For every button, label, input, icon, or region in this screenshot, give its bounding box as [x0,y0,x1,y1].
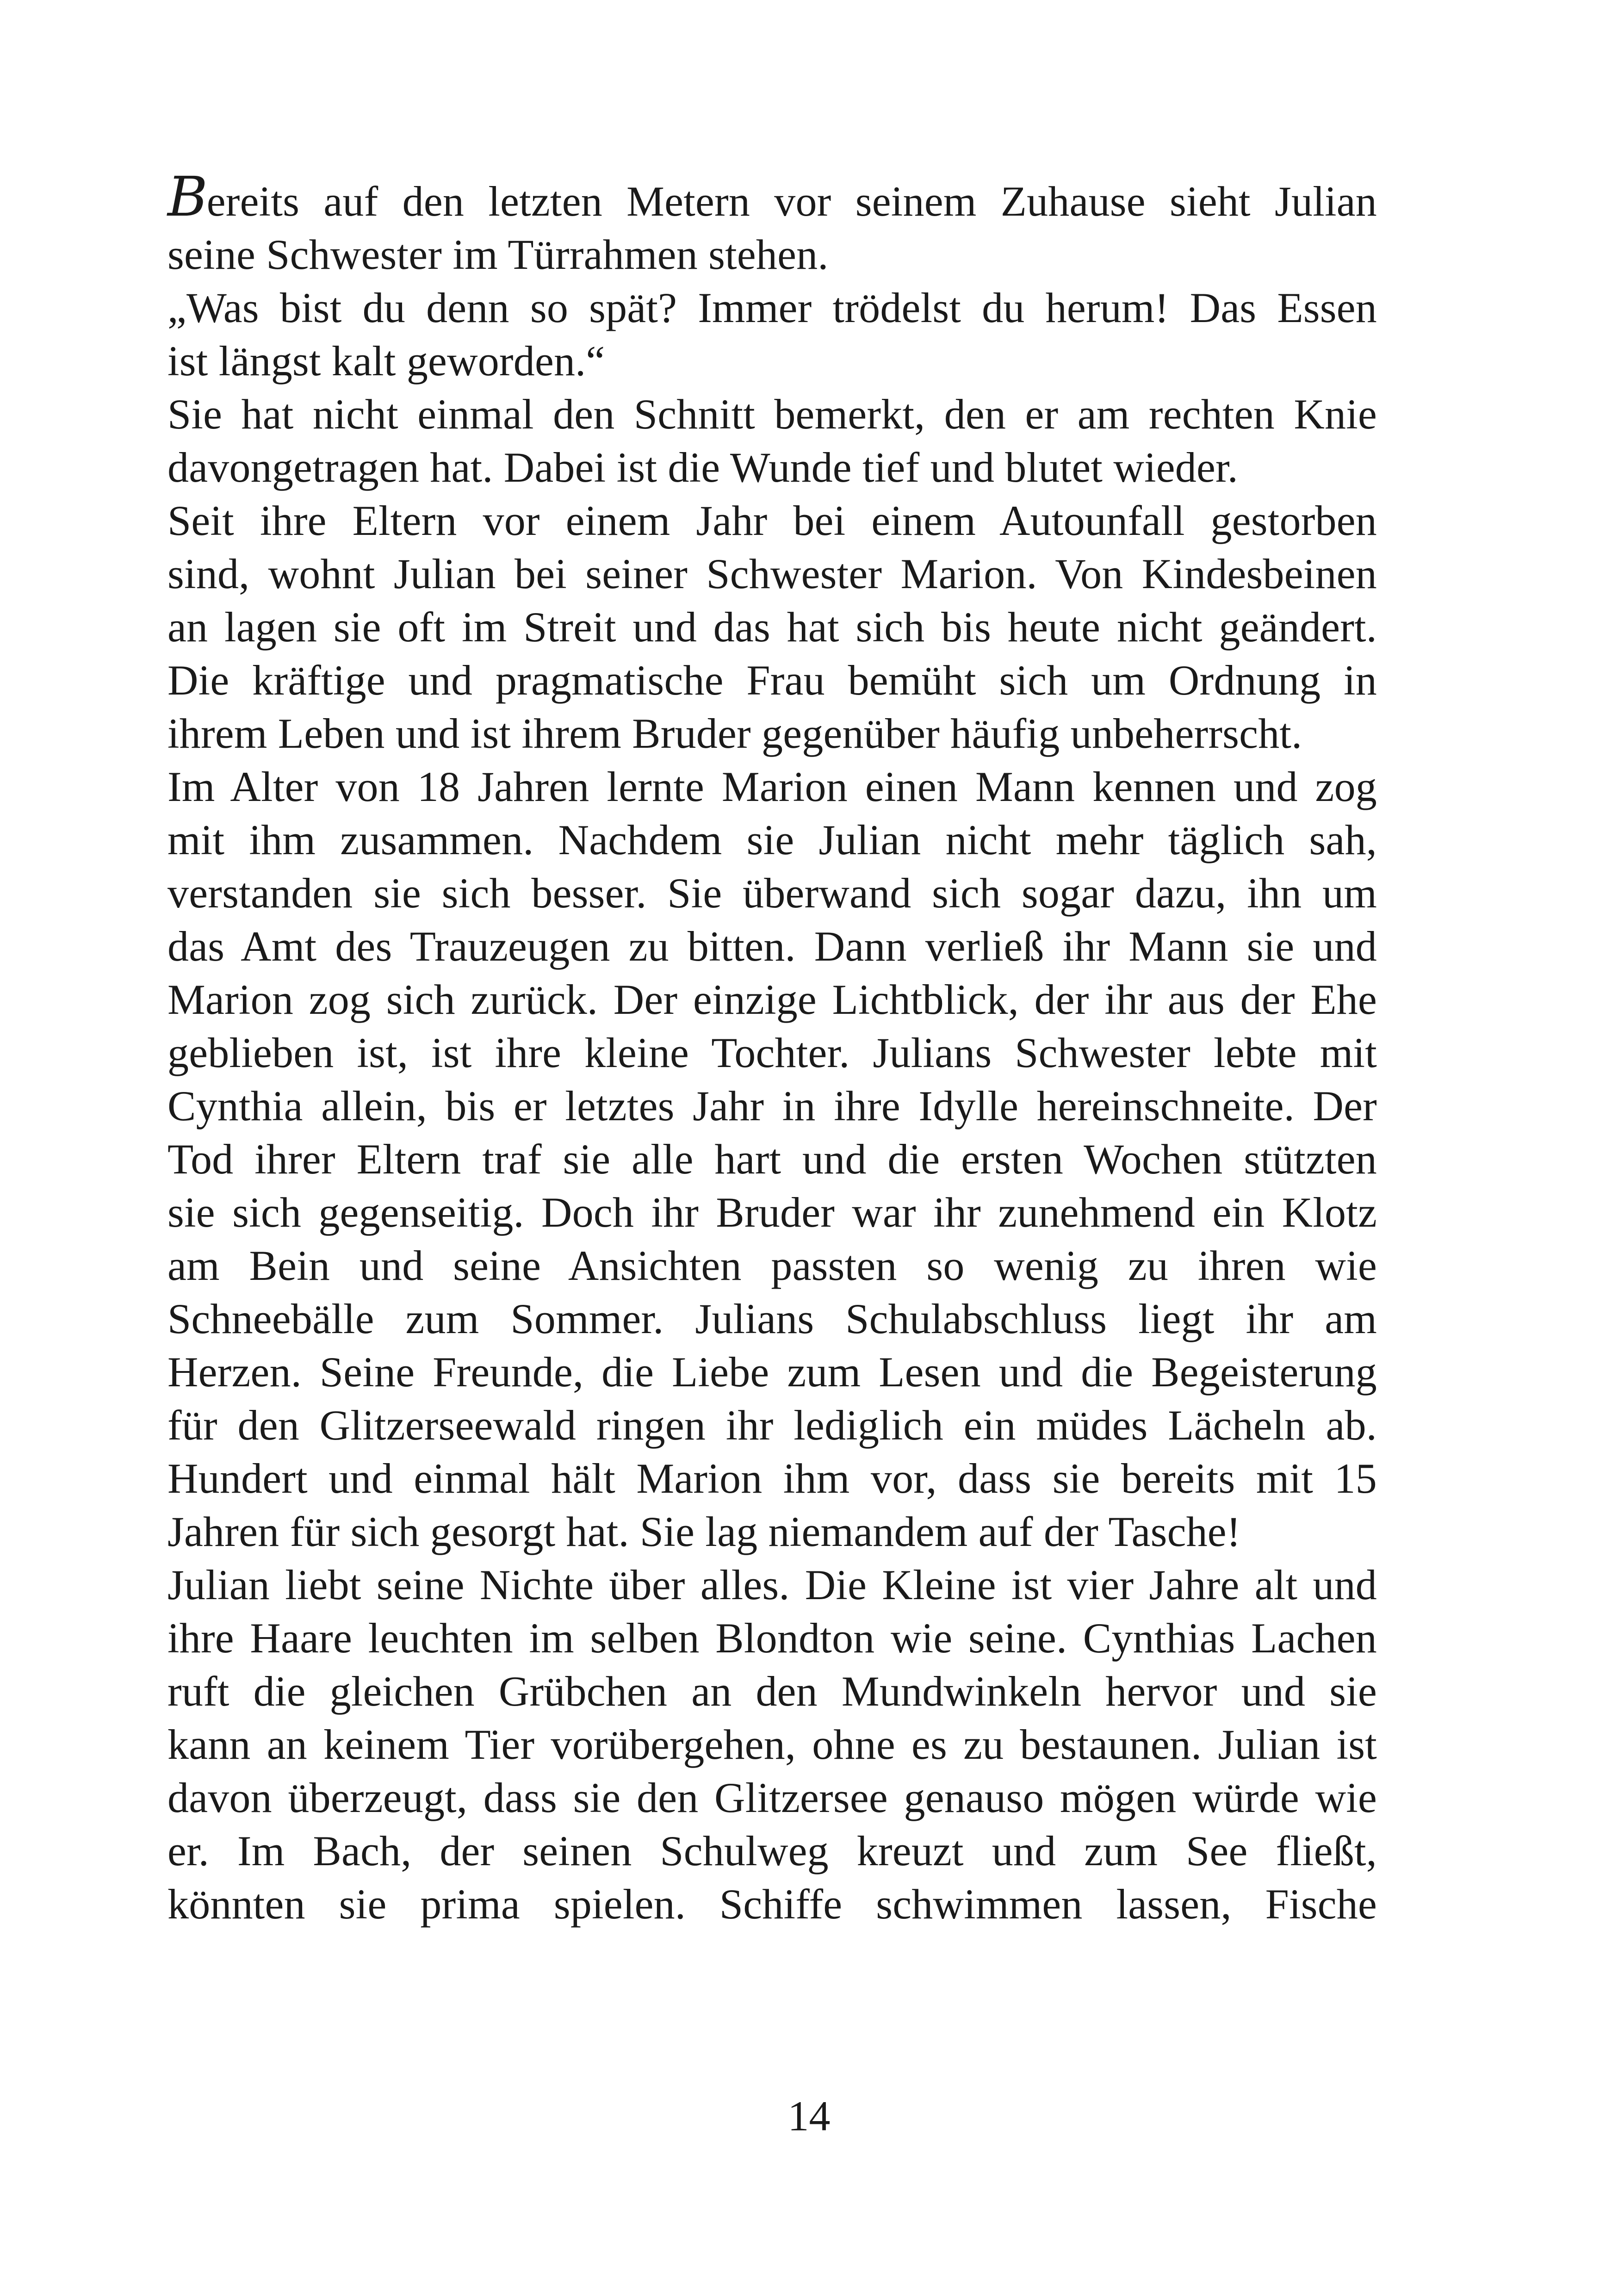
drop-cap: B [167,165,207,229]
text-line: Schneebälle zum Sommer. Julians Schulabschluss liegt ihr am [167,1295,1377,1342]
text-line: mit ihm zusammen. Nachdem sie Julian nicht mehr täglich sah, [167,816,1377,863]
text-line: Tod ihrer Eltern traf sie alle hart und die ersten Wochen stützten [167,1136,1377,1183]
text-line: geblieben ist, ist ihre kleine Tochter. Julians Schwester lebte mit [167,1029,1377,1076]
text-line: ruft die gleichen Grübchen an den Mundwinkeln hervor und sie [167,1668,1377,1715]
text-line: ihrem Leben und ist ihrem Bruder gegenüber häufig unbeherrscht. [167,710,1302,757]
text-line: sie sich gegenseitig. Doch ihr Bruder war ihr zunehmend ein Klotz [167,1189,1377,1236]
text-line: ihre Haare leuchten im selben Blondton wie seine. Cynthias Lachen [167,1614,1377,1662]
text-line: Marion zog sich zurück. Der einzige Lichtblick, der ihr aus der Ehe [167,976,1377,1023]
text-line: könnten sie prima spielen. Schiffe schwimmen lassen, Fische [167,1880,1377,1928]
body-text [167,165,1377,1931]
text-line: Seit ihre Eltern vor einem Jahr bei einem Autounfall gestorben [167,497,1377,544]
text-line: seine Schwester im Türrahmen stehen. [167,231,829,278]
text-line: an lagen sie oft im Streit und das hat sich bis heute nicht geändert. [167,603,1377,651]
text-line: sind, wohnt Julian bei seiner Schwester Marion. Von Kindesbeinen [167,550,1377,597]
text-line: verstanden sie sich besser. Sie überwand sich sogar dazu, ihn um [167,869,1377,917]
text-line: davongetragen hat. Dabei ist die Wunde tief und blutet wieder. [167,444,1238,491]
text-line: Die kräftige und pragmatische Frau bemüht sich um Ordnung in [167,657,1377,704]
text-line-1 [167,165,1377,229]
text-line: ist längst kalt geworden.“ [167,337,605,385]
text-line: Sie hat nicht einmal den Schnitt bemerkt, den er am rechten Knie [167,391,1377,438]
page-number: 14 [787,2092,831,2140]
text-line: für den Glitzerseewald ringen ihr lediglich ein müdes Lächeln ab. [167,1402,1377,1449]
text-line: Julian liebt seine Nichte über alles. Die Kleine ist vier Jahre alt und [167,1561,1377,1608]
text-line: Hundert und einmal hält Marion ihm vor, dass sie bereits mit 15 [167,1455,1377,1502]
first-line-text: ereits auf den letzten Metern vor seinem Zuhause sieht Julian [206,178,1377,225]
text-line: Cynthia allein, bis er letztes Jahr in ihre Idylle hereinschneite. Der [167,1082,1377,1129]
text-line: er. Im Bach, der seinen Schulweg kreuzt und zum See fließt, [167,1827,1377,1874]
text-line: davon überzeugt, dass sie den Glitzersee genauso mögen würde wie [167,1774,1377,1821]
text-line: Herzen. Seine Freunde, die Liebe zum Lesen und die Begeisterung [167,1348,1377,1396]
text-line: „Was bist du denn so spät? Immer trödelst du herum! Das Essen [167,284,1377,331]
text-line: Im Alter von 18 Jahren lernte Marion einen Mann kennen und zog [167,763,1377,810]
text-line: das Amt des Trauzeugen zu bitten. Dann verließ ihr Mann sie und [167,923,1377,970]
text-line: am Bein und seine Ansichten passten so wenig zu ihren wie [167,1242,1377,1289]
text-line: kann an keinem Tier vorübergehen, ohne es zu bestaunen. Julian ist [167,1721,1377,1768]
text-line: Jahren für sich gesorgt hat. Sie lag niemandem auf der Tasche! [167,1508,1241,1555]
